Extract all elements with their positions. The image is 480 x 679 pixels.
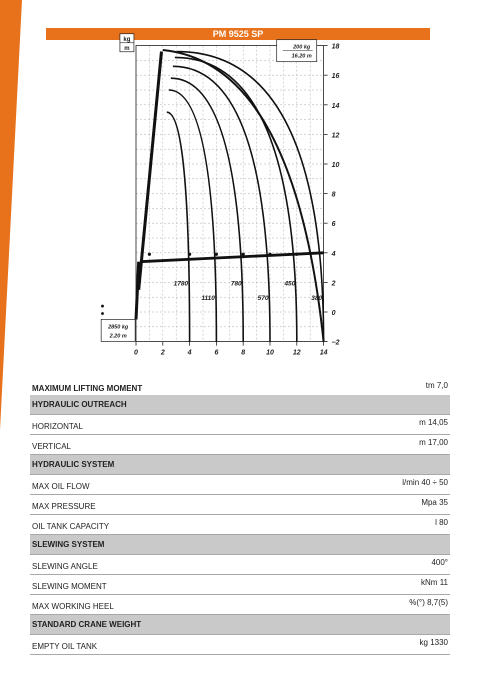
- x-tick-label: 4: [187, 349, 192, 357]
- x-tick-label: 14: [319, 349, 328, 357]
- y-tick-label: 0: [331, 310, 336, 317]
- boom-joint: [215, 253, 218, 256]
- y-tick-label: 4: [331, 250, 336, 258]
- load-curve: [169, 90, 217, 342]
- y-tick-label: 16: [331, 73, 340, 81]
- load-curve-label: 570: [257, 295, 269, 303]
- boom-joint: [295, 253, 298, 256]
- model-title-bar: [46, 28, 430, 40]
- load-curve: [167, 112, 190, 341]
- y-tick-label: 6: [331, 221, 336, 229]
- base-load-reach: 2.20 m: [109, 333, 127, 340]
- x-tick-label: 0: [134, 349, 138, 357]
- tip-load-value: 200 kg: [293, 44, 311, 51]
- tip-load-reach: 16.20 m: [291, 53, 312, 60]
- spec-row-tank: OIL TANK CAPACITY l 80: [30, 515, 450, 535]
- section-slewing-system: SLEWING SYSTEM: [30, 535, 450, 555]
- section-hydraulic-outreach: HYDRAULIC OUTREACH: [30, 395, 450, 415]
- load-curve-label: 1110: [201, 295, 215, 303]
- boom-joint: [148, 253, 151, 256]
- tip-load-box: [277, 40, 317, 62]
- spec-row-oil-flow: MAX OIL FLOW l/min 40 ÷ 50: [30, 475, 450, 495]
- spec-row-empty-tank: EMPTY OIL TANK kg 1330: [30, 635, 450, 655]
- x-tick-label: 2: [160, 349, 165, 357]
- load-curve-label: 450: [284, 280, 296, 288]
- spec-table: [30, 378, 450, 655]
- orange-side-stripe: [0, 0, 22, 430]
- boom-joint: [268, 253, 271, 256]
- base-marker: [101, 305, 104, 308]
- chart-axes: [136, 46, 328, 346]
- load-curves: [163, 50, 324, 342]
- model-title: PM 9525 SP: [212, 29, 264, 39]
- base-load-value: 2850 kg: [108, 324, 129, 331]
- spec-row-slew-angle: SLEWING ANGLE 400°: [30, 555, 450, 575]
- y-tick-label: 14: [331, 102, 340, 110]
- load-curve: [177, 52, 324, 342]
- base-marker: [101, 312, 104, 315]
- y-tick-label: 8: [331, 191, 336, 199]
- x-tick-label: 6: [214, 349, 219, 357]
- load-curve-label: 780: [230, 280, 242, 288]
- units-box-label: kg: [123, 36, 131, 43]
- units-box: [120, 34, 134, 52]
- y-tick-label: 2: [331, 280, 336, 288]
- y-tick-label: 10: [331, 162, 340, 169]
- y-tick-label: −2: [331, 339, 340, 347]
- base-load-box: [101, 319, 135, 341]
- crane-drawing: [101, 52, 324, 320]
- crane-column: [136, 262, 139, 320]
- spec-row-pressure: MAX PRESSURE Mpa 35: [30, 495, 450, 515]
- load-chart: [92, 36, 382, 372]
- section-hydraulic-system: HYDRAULIC SYSTEM: [30, 455, 450, 475]
- load-curve-label: 1780: [173, 280, 189, 288]
- boom-joint: [242, 253, 245, 256]
- load-curve-label: 380: [311, 295, 323, 303]
- x-tick-label: 8: [241, 349, 246, 357]
- spec-row-vertical: VERTICAL m 17,00: [30, 435, 450, 455]
- spec-row-max-moment: MAXIMUM LIFTING MOMENT tm 7,0: [32, 381, 448, 393]
- x-tick-label: 10: [266, 349, 274, 357]
- y-tick-label: 12: [331, 132, 340, 140]
- x-tick-label: 12: [292, 349, 301, 357]
- units-box-label: m: [124, 45, 130, 52]
- spec-row-horizontal: HORIZONTAL m 14,05: [30, 415, 450, 435]
- spec-row-heel: MAX WORKING HEEL %(°) 8,7(5): [30, 595, 450, 615]
- spec-row-slew-moment: SLEWING MOMENT kNm 11: [30, 575, 450, 595]
- y-tick-label: 18: [331, 43, 340, 51]
- boom-joint: [188, 253, 191, 256]
- section-crane-weight: STANDARD CRANE WEIGHT: [30, 615, 450, 635]
